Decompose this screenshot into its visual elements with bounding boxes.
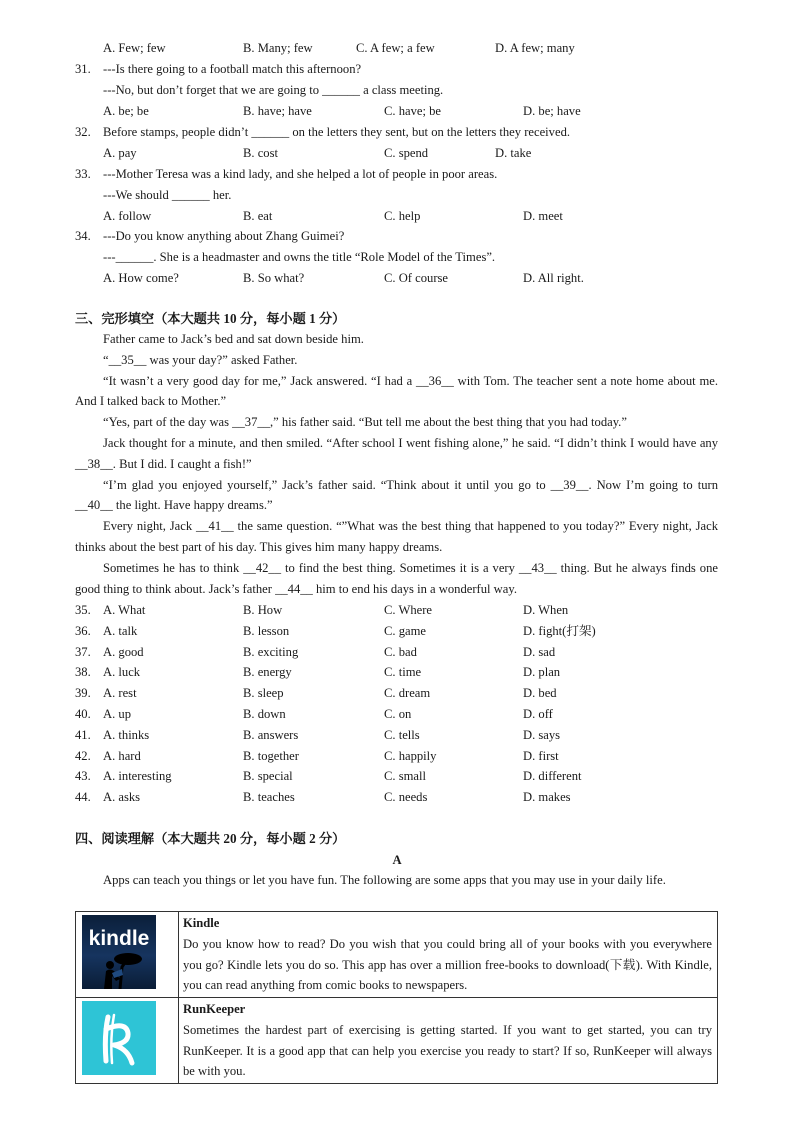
q32-number: 32. [75, 125, 91, 139]
cloze-option-d: D. sad [523, 644, 556, 659]
q34-stem [75, 228, 735, 244]
cloze-option-d: D. When [523, 603, 569, 617]
cloze-option-d: D. makes [523, 790, 571, 805]
cloze-option-b: B. lesson [243, 623, 290, 638]
q34-option-d: D. All right. [523, 271, 584, 285]
cloze-question-row [75, 623, 735, 639]
cloze-option-a: A. thinks [103, 727, 150, 742]
cloze-question-row [75, 748, 735, 764]
runkeeper-text-cell [179, 998, 718, 1084]
q31-line1: ---Is there going to a football match this afternoon? [103, 62, 362, 76]
cloze-option-c: C. small [384, 769, 426, 784]
cloze-option-a: A. rest [103, 686, 137, 701]
cloze-question-number: 35. [75, 603, 91, 617]
q32-stem [75, 124, 735, 140]
kindle-description: Do you know how to read? Do you wish that you could bring all of your books with you everywhere you go? Kindle lets you do so. This app has over a million free-books to download(下载). With Kindle, you can read anything from comic books to newspapers. [183, 936, 712, 993]
cloze-question-row [75, 706, 735, 722]
cloze-option-b: B. exciting [243, 644, 299, 659]
q33-number: 33. [75, 167, 91, 181]
q32-option-a: A. pay [103, 146, 137, 160]
cloze-option-c: C. needs [384, 790, 428, 805]
cloze-question-number: 40. [75, 707, 91, 721]
kindle-icon-art [82, 915, 156, 989]
q32-option-d: D. take [495, 146, 532, 160]
cloze-option-b: B. down [243, 707, 286, 721]
q31-number: 31. [75, 62, 91, 76]
kindle-reader-icon [82, 915, 156, 989]
q30-option-c: C. A few; a few [356, 41, 435, 55]
cloze-paragraph-7: Every night, Jack __41__ the same question. “”What was the best thing that happened to you today?” Every night, Jack thinks about the best part of his day. This gives him many happy dreams. [75, 519, 718, 554]
q30-option-a: A. Few; few [103, 41, 166, 55]
passage-a-label: A [392, 853, 402, 867]
cloze-question-number: 43. [75, 769, 91, 784]
q31-option-d: D. be; have [523, 104, 581, 118]
kindle-app-name: Kindle [183, 916, 220, 930]
q30-option-d: D. A few; many [495, 41, 575, 55]
kindle-logo-text: kindle [88, 927, 150, 950]
cloze-option-b: B. special [243, 769, 293, 784]
cloze-question-number: 39. [75, 686, 91, 701]
cloze-question-row [75, 685, 735, 701]
cloze-paragraph-2: “__35__ was your day?” asked Father. [103, 352, 298, 367]
cloze-passage [75, 329, 718, 599]
passage-a-intro: Apps can teach you things or let you have fun. The following are some apps that you may use in your daily life. [103, 873, 666, 887]
q33-option-c: C. help [384, 209, 421, 223]
q31-options [75, 103, 735, 119]
cloze-option-a: A. What [103, 603, 146, 617]
q34-number: 34. [75, 229, 91, 243]
runkeeper-description: Sometimes the hardest part of exercising is getting started. If you want to get started, you can try RunKeeper. It is a good app that can help you exercise you ready to start? If so, RunKeeper will always be with you. [183, 1022, 712, 1079]
q34-line1: ---Do you know anything about Zhang Guimei? [103, 229, 345, 243]
cloze-question-row [75, 602, 735, 618]
cloze-option-d: D. plan [523, 665, 561, 680]
q34-line2: ---______. She is a headmaster and owns the title “Role Model of the Times”. [103, 250, 496, 264]
app-row-runkeeper [76, 998, 718, 1084]
cloze-question-row [75, 664, 735, 680]
cloze-option-a: A. luck [103, 665, 141, 680]
cloze-option-c: C. game [384, 623, 426, 638]
cloze-option-b: B. teaches [243, 790, 295, 805]
cloze-option-d: D. says [523, 727, 561, 742]
cloze-question-number: 44. [75, 790, 91, 805]
q34-option-a: A. How come? [103, 271, 179, 285]
kindle-icon-cell [76, 912, 179, 998]
apps-table [75, 911, 718, 1084]
q34-options [75, 270, 735, 286]
cloze-option-c: C. dream [384, 686, 431, 701]
cloze-option-c: C. Where [384, 603, 433, 617]
q33-options [75, 208, 735, 224]
cloze-option-c: C. on [384, 707, 412, 721]
cloze-option-c: C. happily [384, 748, 437, 763]
cloze-question-row [75, 789, 735, 805]
cloze-option-d: D. bed [523, 686, 557, 701]
cloze-option-a: A. hard [103, 748, 141, 763]
cloze-question-number: 42. [75, 748, 91, 763]
cloze-option-b: B. How [243, 603, 283, 617]
cloze-option-a: A. asks [103, 790, 141, 805]
cloze-paragraph-8: Sometimes he has to think __42__ to find the best thing. Sometimes it is a very __43__ thing. But he always finds one good thing to think about. Jack’s father __44__ him to end his days in a wonderful way. [75, 560, 718, 596]
q31-option-b: B. have; have [243, 104, 312, 118]
app-row-kindle [76, 912, 718, 998]
q31-stem [75, 61, 735, 77]
cloze-option-c: C. tells [384, 727, 420, 742]
q30-option-b: B. Many; few [243, 41, 313, 55]
q33-line1: ---Mother Teresa was a kind lady, and she helped a lot of people in poor areas. [103, 167, 498, 181]
runkeeper-logo-icon [82, 1001, 156, 1075]
cloze-option-b: B. together [243, 748, 299, 763]
cloze-question-number: 38. [75, 665, 91, 680]
cloze-option-b: B. answers [243, 727, 299, 742]
q33-line2: ---We should ______ her. [103, 188, 232, 202]
cloze-option-b: B. sleep [243, 686, 284, 701]
kindle-text-cell [179, 912, 718, 998]
cloze-option-d: D. first [523, 748, 559, 763]
runkeeper-icon-art [82, 1001, 156, 1075]
cloze-option-a: A. talk [103, 623, 138, 638]
cloze-question-number: 36. [75, 623, 91, 638]
cloze-paragraph-4: “Yes, part of the day was __37__,” his father said. “But tell me about the best thing that you had today.” [103, 415, 627, 430]
q30-options [75, 40, 735, 56]
q33-stem [75, 166, 735, 182]
cloze-question-row [75, 644, 735, 660]
cloze-option-a: A. interesting [103, 769, 172, 784]
cloze-option-c: C. time [384, 665, 422, 680]
cloze-paragraph-6: “I’m glad you enjoyed yourself,” Jack’s father said. “Think about it until you go to __39__. Now I’m going to turn __40__ the light. Have happy dreams.” [75, 477, 718, 513]
cloze-question-number: 37. [75, 644, 91, 659]
cloze-question-number: 41. [75, 727, 91, 742]
q32-option-c: C. spend [384, 146, 429, 160]
cloze-question-row [75, 768, 735, 784]
cloze-paragraph-5: Jack thought for a minute, and then smiled. “After school I went fishing alone,” he said. “I didn’t think I would have any __38__. But I did. I caught a fish!” [75, 435, 718, 471]
runkeeper-icon-cell [76, 998, 179, 1084]
q31-option-c: C. have; be [384, 104, 442, 118]
q33-option-b: B. eat [243, 209, 273, 223]
cloze-option-b: B. energy [243, 665, 292, 680]
q31-line2: ---No, but don’t forget that we are going to ______ a class meeting. [103, 83, 444, 97]
cloze-option-a: A. up [103, 707, 131, 721]
q32-options [75, 145, 735, 161]
q31-option-a: A. be; be [103, 104, 149, 118]
cloze-option-d: D. off [523, 707, 553, 721]
q32-line1: Before stamps, people didn’t ______ on the letters they sent, but on the letters they received. [103, 125, 571, 139]
section4-heading: 四、阅读理解（本大题共 20 分，每小题 2 分） [75, 831, 346, 846]
q34-option-b: B. So what? [243, 271, 305, 285]
cloze-paragraph-3: “It wasn’t a very good day for me,” Jack answered. “I had a __36__ with Tom. The teacher sent a note home about me. And I talked back to Mother.” [75, 373, 718, 409]
cloze-option-d: D. different [523, 769, 582, 784]
cloze-option-d: D. fight(打架) [523, 623, 596, 638]
q33-option-d: D. meet [523, 209, 563, 223]
cloze-option-c: C. bad [384, 644, 417, 659]
cloze-question-row [75, 727, 735, 743]
q34-option-c: C. Of course [384, 271, 449, 285]
cloze-paragraph-1: Father came to Jack’s bed and sat down beside him. [103, 332, 364, 346]
runkeeper-app-name: RunKeeper [183, 1002, 246, 1016]
q32-option-b: B. cost [243, 146, 278, 160]
q33-option-a: A. follow [103, 209, 152, 223]
cloze-option-a: A. good [103, 644, 144, 659]
section3-heading: 三、完形填空（本大题共 10 分，每小题 1 分） [75, 311, 346, 326]
